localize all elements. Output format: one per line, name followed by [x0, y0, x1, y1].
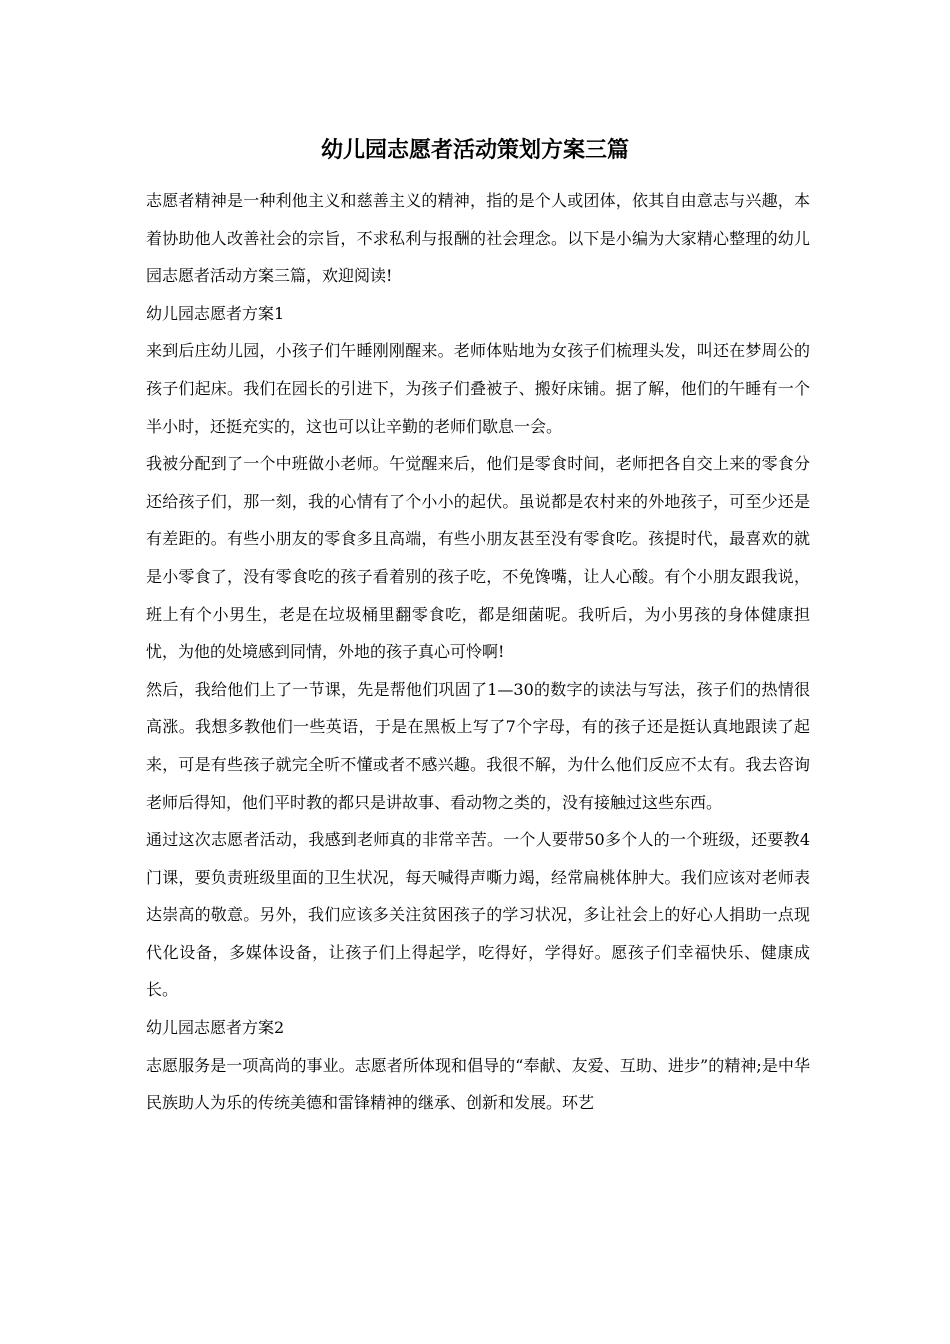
- plan-1-paragraph-2: 我被分配到了一个中班做小老师。午觉醒来后，他们是零食时间，老师把各自交上来的零食分还给孩子们，那一刻，我的心情有了个小小的起伏。虽说都是农村来的外地孩子，可至少还是有差距的。有些小朋友的零食多且高端，有些小朋友甚至没有零食吃。孩提时代，最喜欢的就是小零食了，没有零食吃的孩子看着别的孩子吃，不免馋嘴，让人心酸。有个小朋友跟我说，班上有个小男生，老是在垃圾桶里翻零食吃，都是细菌呢。我听后，为小男孩的身体健康担忧，为他的处境感到同情，外地的孩子真心可怜啊!: [146, 454, 810, 662]
- plan-2-paragraph-1: 志愿服务是一项高尚的事业。志愿者所体现和倡导的“奉献、友爱、互助、进步”的精神;是中华民族助人为乐的传统美德和雷锋精神的继承、创新和发展。环艺: [146, 1055, 810, 1113]
- section-heading-plan-1: 幼儿园志愿者方案1: [146, 303, 285, 323]
- plan-1-paragraph-1: 来到后庄幼儿园，小孩子们午睡刚刚醒来。老师体贴地为女孩子们梳理头发，叫还在梦周公的孩子们起床。我们在园长的引进下，为孩子们叠被子、搬好床铺。据了解，他们的午睡有一个半小时，还挺充实的，这也可以让辛勤的老师们歇息一会。: [146, 341, 810, 436]
- document-body: [146, 182, 810, 1122]
- document-title: 幼儿园志愿者活动策划方案三篇: [320, 137, 629, 163]
- plan-1-paragraph-4: 通过这次志愿者活动，我感到老师真的非常辛苦。一个人要带50多个人的一个班级，还要教4门课，要负责班级里面的卫生状况，每天喊得声嘶力竭，经常扁桃体肿大。我们应该对老师表达崇高的敬意。另外，我们应该多关注贫困孩子的学习状况，多让社会上的好心人捐助一点现代化设备，多媒体设备，让孩子们上得起学，吃得好，学得好。愿孩子们幸福快乐、健康成长。: [146, 830, 810, 1000]
- intro-paragraph: 志愿者精神是一种利他主义和慈善主义的精神，指的是个人或团体，依其自由意志与兴趣，本着协助他人改善社会的宗旨，不求私利与报酬的社会理念。以下是小编为大家精心整理的幼儿园志愿者活动方案三篇，欢迎阅读!: [146, 191, 810, 286]
- plan-1-paragraph-3: 然后，我给他们上了一节课，先是帮他们巩固了1—30的数字的读法与写法，孩子们的热情很高涨。我想多教他们一些英语，于是在黑板上写了7个字母，有的孩子还是挺认真地跟读了起来，可是有些孩子就完全听不懂或者不感兴趣。我很不解，为什么他们反应不太有。我去咨询老师后得知，他们平时教的都只是讲故事、看动物之类的，没有接触过这些东西。: [146, 679, 810, 812]
- section-heading-plan-2: 幼儿园志愿者方案2: [146, 1018, 285, 1038]
